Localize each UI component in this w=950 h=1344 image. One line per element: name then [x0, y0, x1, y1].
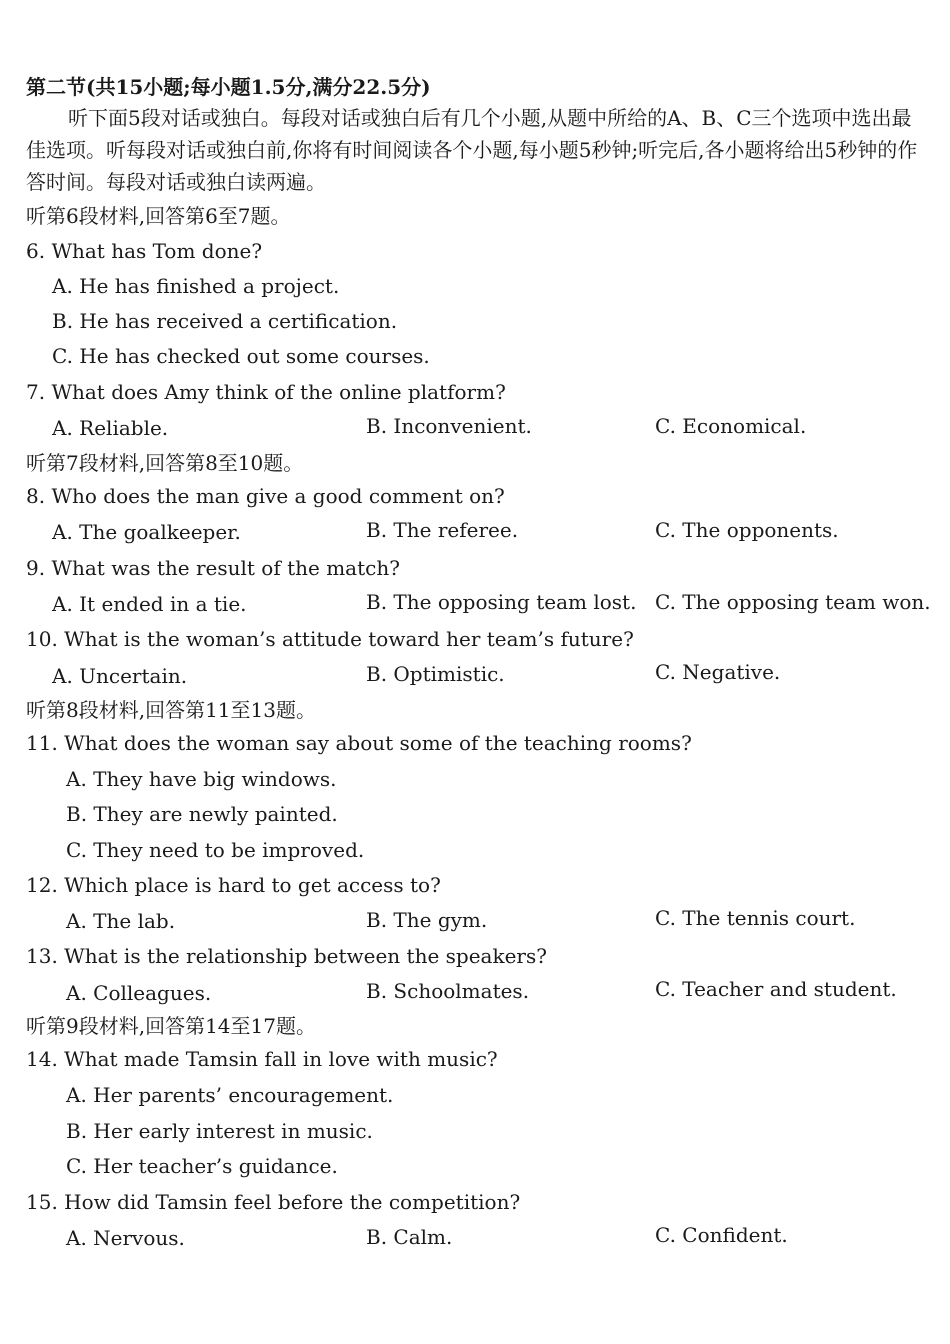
- question-11-option-b[interactable]: B. They are newly painted.: [66, 802, 338, 826]
- question-10-option-b[interactable]: B. Optimistic.: [366, 662, 505, 686]
- question-14-option-a[interactable]: A. Her parents’ encouragement.: [66, 1083, 394, 1107]
- question-10-stem: 10. What is the woman’s attitude toward her team’s future?: [26, 627, 634, 651]
- question-6-stem: 6. What has Tom done?: [26, 239, 263, 263]
- question-7-option-a[interactable]: A. Reliable.: [52, 416, 169, 440]
- question-7-option-c[interactable]: C. Economical.: [655, 414, 807, 438]
- group-label-6: 听第6段材料,回答第6至7题。: [26, 204, 291, 228]
- question-12-option-b[interactable]: B. The gym.: [366, 908, 488, 932]
- group-label-7: 听第7段材料,回答第8至10题。: [26, 451, 304, 475]
- question-14-stem: 14. What made Tamsin fall in love with music?: [26, 1047, 498, 1071]
- group-label-8: 听第8段材料,回答第11至13题。: [26, 698, 316, 722]
- question-13-option-c[interactable]: C. Teacher and student.: [655, 977, 897, 1001]
- question-11-option-c[interactable]: C. They need to be improved.: [66, 838, 365, 862]
- question-9-stem: 9. What was the result of the match?: [26, 556, 400, 580]
- question-7-stem: 7. What does Amy think of the online platform?: [26, 380, 506, 404]
- question-8-option-b[interactable]: B. The referee.: [366, 518, 519, 542]
- question-13-option-a[interactable]: A. Colleagues.: [66, 981, 212, 1005]
- question-7-option-b[interactable]: B. Inconvenient.: [366, 414, 532, 438]
- question-15-option-a[interactable]: A. Nervous.: [66, 1226, 185, 1250]
- question-6-option-c[interactable]: C. He has checked out some courses.: [52, 344, 430, 368]
- question-11-stem: 11. What does the woman say about some of the teaching rooms?: [26, 731, 692, 755]
- question-15-option-b[interactable]: B. Calm.: [366, 1225, 453, 1249]
- question-11-option-a[interactable]: A. They have big windows.: [66, 767, 337, 791]
- group-label-9: 听第9段材料,回答第14至17题。: [26, 1014, 316, 1038]
- question-6-option-a[interactable]: A. He has finished a project.: [52, 274, 340, 298]
- question-13-option-b[interactable]: B. Schoolmates.: [366, 979, 530, 1003]
- question-10-option-c[interactable]: C. Negative.: [655, 660, 781, 684]
- question-9-option-c[interactable]: C. The opposing team won.: [655, 590, 931, 614]
- question-12-option-a[interactable]: A. The lab.: [66, 909, 176, 933]
- question-6-option-b[interactable]: B. He has received a certification.: [52, 309, 398, 333]
- question-8-stem: 8. Who does the man give a good comment on?: [26, 484, 505, 508]
- section-instructions: 听下面5段对话或独白。每段对话或独白后有几个小题,从题中所给的A、B、C三个选项中选出最佳选项。听每段对话或独白前,你将有时间阅读各个小题,每小题5秒钟;听完后,各小题将给出5秒钟的作答时间。每段对话或独白读两遍。: [26, 106, 918, 194]
- section-heading: 第二节(共15小题;每小题1.5分,满分22.5分): [26, 75, 431, 99]
- question-10-option-a[interactable]: A. Uncertain.: [52, 664, 188, 688]
- question-15-stem: 15. How did Tamsin feel before the competition?: [26, 1190, 521, 1214]
- question-8-option-a[interactable]: A. The goalkeeper.: [52, 520, 241, 544]
- question-14-option-c[interactable]: C. Her teacher’s guidance.: [66, 1154, 338, 1178]
- question-12-stem: 12. Which place is hard to get access to?: [26, 873, 441, 897]
- question-15-option-c[interactable]: C. Confident.: [655, 1223, 788, 1247]
- question-9-option-b[interactable]: B. The opposing team lost.: [366, 590, 637, 614]
- question-14-option-b[interactable]: B. Her early interest in music.: [66, 1119, 373, 1143]
- question-12-option-c[interactable]: C. The tennis court.: [655, 906, 856, 930]
- question-9-option-a[interactable]: A. It ended in a tie.: [52, 592, 247, 616]
- question-8-option-c[interactable]: C. The opponents.: [655, 518, 839, 542]
- question-13-stem: 13. What is the relationship between the speakers?: [26, 944, 547, 968]
